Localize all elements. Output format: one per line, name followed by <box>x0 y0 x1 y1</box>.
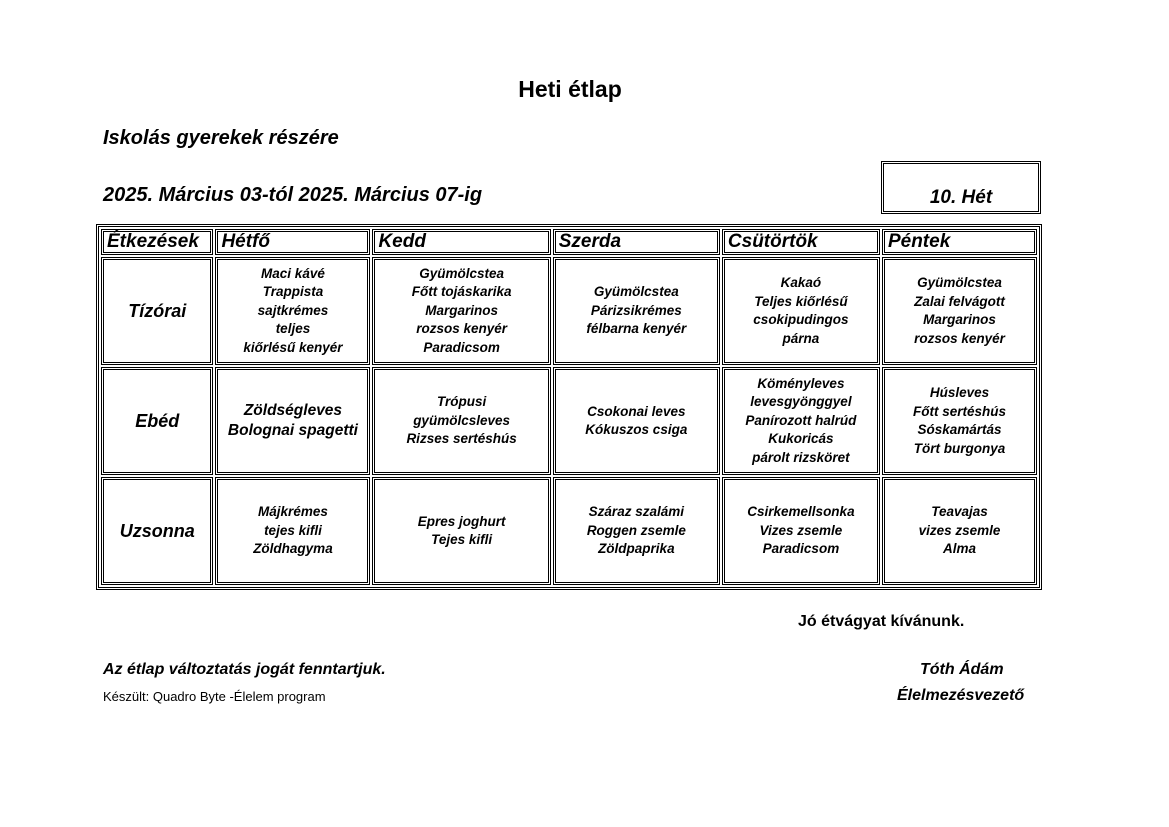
menu-item: vizes zsemle <box>918 522 1001 538</box>
greeting: Jó étvágyat kívánunk. <box>798 613 965 630</box>
table-row <box>101 477 1037 585</box>
menu-item: Bolognai spagetti <box>227 422 358 439</box>
menu-item: Alma <box>942 541 976 557</box>
menu-item: Epres joghurt <box>417 513 506 529</box>
menu-item: gyümölcsleves <box>413 412 510 428</box>
menu-item: Gyümölcstea <box>917 275 1002 290</box>
page-title: Heti étlap <box>518 76 622 102</box>
menu-item: tejes kifli <box>264 522 322 538</box>
menu-item: Párizsikrémes <box>590 302 682 318</box>
menu-item: Tejes kifli <box>431 532 493 547</box>
menu-item: Májkrémes <box>258 504 328 520</box>
menu-item: Zöldhagyma <box>253 541 333 557</box>
disclaimer: Az étlap változtatás jogát fenntartjuk. <box>103 661 386 678</box>
week-box <box>881 161 1041 214</box>
menu-cell-tuesday <box>372 367 550 475</box>
menu-item: kiőrlésű kenyér <box>243 339 343 355</box>
menu-cell-wednesday <box>553 257 720 365</box>
menu-item: Húsleves <box>929 385 990 400</box>
menu-item: Kukoricás <box>768 431 834 447</box>
table-row <box>101 257 1037 365</box>
header-meals: Étkezések <box>101 229 213 255</box>
date-range: 2025. Március 03-tól 2025. Március 07-ig <box>103 184 483 206</box>
menu-item: Teljes kiőrlésű <box>754 293 848 309</box>
menu-cell-friday <box>882 257 1037 365</box>
menu-cell-monday <box>215 257 370 365</box>
menu-item: Zöldségleves <box>243 402 343 419</box>
menu-item: Csirkemellsonka <box>747 504 855 520</box>
signature-role: Élelmezésvezető <box>897 687 1025 704</box>
menu-item: rozsos kenyér <box>416 321 507 337</box>
menu-cell-thursday <box>722 367 880 475</box>
menu-item: csokipudingos <box>753 312 849 327</box>
table-row <box>101 367 1037 475</box>
menu-cell-thursday <box>722 477 880 585</box>
menu-item: párna <box>782 330 820 346</box>
menu-cell-tuesday <box>372 257 550 365</box>
menu-item: Kókuszos csiga <box>585 422 688 437</box>
menu-item: Zalai felvágott <box>914 293 1005 309</box>
menu-cell-tuesday <box>372 477 550 585</box>
menu-table <box>96 224 1042 590</box>
menu-item: Teavajas <box>931 504 988 520</box>
menu-item: Rizses sertéshús <box>406 431 517 447</box>
menu-item: Margarinos <box>923 312 996 327</box>
meal-label: Ebéd <box>101 367 213 475</box>
menu-item: Trappista <box>262 284 324 300</box>
menu-item: Paradicsom <box>762 541 840 557</box>
menu-cell-thursday <box>722 257 880 365</box>
menu-item: Paradicsom <box>423 339 500 355</box>
subtitle: Iskolás gyerekek részére <box>103 127 339 149</box>
menu-cell-friday <box>882 477 1037 585</box>
header-thursday: Csütörtök <box>722 229 880 255</box>
menu-item: Roggen zsemle <box>586 522 686 538</box>
menu-item: Köményleves <box>757 375 845 391</box>
menu-item: Főtt sertéshús <box>912 403 1006 419</box>
menu-item: Vizes zsemle <box>759 522 843 538</box>
menu-cell-monday <box>215 367 370 475</box>
meal-label: Uzsonna <box>101 477 213 585</box>
menu-cell-monday <box>215 477 370 585</box>
menu-item: Zöldpaprika <box>598 541 675 557</box>
menu-item: Főtt tojáskarika <box>411 284 512 300</box>
menu-item: félbarna kenyér <box>586 321 687 337</box>
menu-cell-wednesday <box>553 477 720 585</box>
menu-item: rozsos kenyér <box>914 330 1005 346</box>
menu-item: sajtkrémes <box>257 302 329 318</box>
menu-item: Csokonai leves <box>587 403 686 419</box>
signature-name: Tóth Ádám <box>920 661 1004 678</box>
header-tuesday: Kedd <box>372 229 550 255</box>
menu-item: Margarinos <box>425 302 498 318</box>
menu-cell-friday <box>882 367 1037 475</box>
header-row <box>101 229 1037 255</box>
menu-item: Sóskamártás <box>917 422 1002 437</box>
menu-item: Száraz szalámi <box>588 504 684 520</box>
meal-label: Tízórai <box>101 257 213 365</box>
week-label: 10. Hét <box>929 187 993 208</box>
menu-item: levesgyönggyel <box>750 394 852 410</box>
header-monday: Hétfő <box>215 229 370 255</box>
menu-item: Kakaó <box>780 275 822 290</box>
menu-item: Maci kávé <box>261 265 325 281</box>
menu-item: Gyümölcstea <box>593 284 679 300</box>
menu-item: teljes <box>275 321 311 337</box>
menu-item: Gyümölcstea <box>419 265 504 281</box>
header-wednesday: Szerda <box>553 229 720 255</box>
header-friday: Péntek <box>882 229 1037 255</box>
menu-item: Trópusi <box>436 394 487 410</box>
menu-item: párolt rizsköret <box>752 449 850 465</box>
menu-cell-wednesday <box>553 367 720 475</box>
menu-item: Panírozott halrúd <box>745 412 857 428</box>
made-by: Készült: Quadro Byte -Élelem program <box>103 689 326 704</box>
menu-item: Tört burgonya <box>913 440 1006 456</box>
